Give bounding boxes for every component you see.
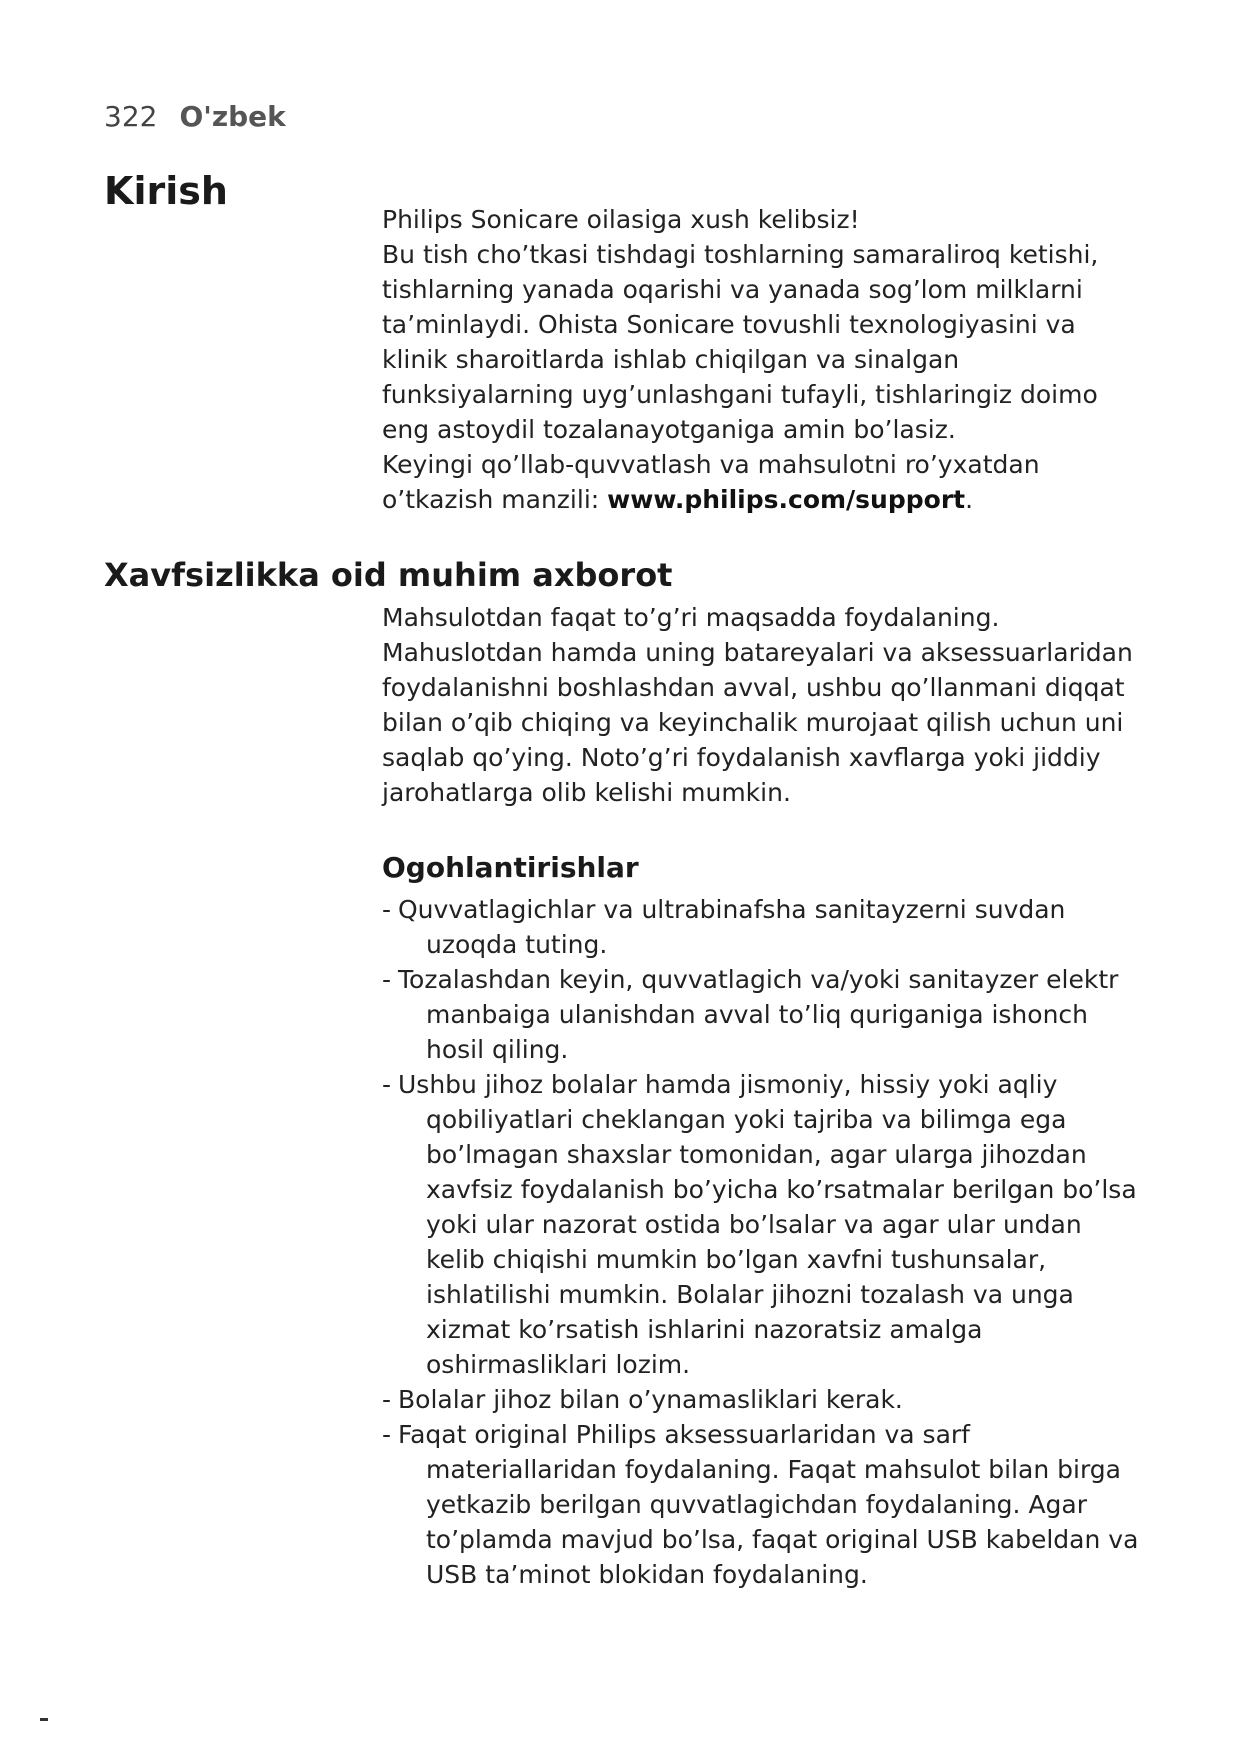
intro-body xyxy=(382,202,1142,517)
warning-text: Faqat original Philips aksessuarlaridan va sarf materiallaridan foydalaning. Faqat mahsulot bilan birga yetkazib berilgan quvvatlagichdan foydalaning. Agar to’plamda mavjud bo’lsa, faqat original USB kabeldan va USB ta’minot blokidan foydalaning. xyxy=(398,1420,1139,1589)
safety-heading: Xavfsizlikka oid muhim axborot xyxy=(104,556,673,594)
warning-text: Ushbu jihoz bolalar hamda jismoniy, hissiy yoki aqliy qobiliyatlari cheklangan yoki tajriba va bilimga ega bo’lmagan shaxslar tomonidan, agar ularga jihozdan xavfsiz foydalanish bo’yicha ko’rsatmalar berilgan bo’lsa yoki ular nazorat ostida bo’lsalar va agar ular undan kelib chiqishi mumkin bo’lgan xavfni tushunsalar, ishlatilishi mumkin. Bolalar jihozni tozalash va unga xizmat ko’rsatish ishlarini nazoratsiz amalga oshirmasliklari lozim. xyxy=(398,1070,1137,1379)
support-link[interactable]: www.philips.com/support xyxy=(607,485,966,514)
list-item: - Quvvatlagichlar va ultrabinafsha sanitayzerni suvdan uzoqda tuting. xyxy=(382,895,1066,959)
warning-text: Bolalar jihoz bilan o’ynamasliklari kerak. xyxy=(398,1385,903,1414)
list-item: - Bolalar jihoz bilan o’ynamasliklari kerak. xyxy=(382,1385,903,1414)
page-language: O'zbek xyxy=(179,100,286,133)
footer-mark xyxy=(40,1718,48,1721)
warnings-heading: Ogohlantirishlar xyxy=(382,851,639,884)
list-item: - Tozalashdan keyin, quvvatlagich va/yoki sanitayzer elektr manbaiga ulanishdan avval to’liq quriganiga ishonch hosil qiling. xyxy=(382,965,1119,1064)
safety-paragraph: Mahsulotdan faqat to’g’ri maqsadda foydalaning. Mahuslotdan hamda uning batareyalari va aksessuarlaridan foydalanishni boshlashdan avval, ushbu qo’llanmani diqqat bilan o’qib chiqing va keyinchalik murojaat qilish uchun uni saqlab qo’ying. Noto’g’ri foydalanish xavflarga yoki jiddiy jarohatlarga olib kelishi mumkin. xyxy=(382,603,1133,807)
support-text: Keyingi qo’llab-quvvatlash va mahsulotni ro’yxatdan o’tkazish manzili: xyxy=(382,450,1040,514)
page-number: 322 xyxy=(104,100,158,133)
safety-body xyxy=(382,600,1142,810)
intro-heading: Kirish xyxy=(104,169,228,213)
intro-paragraph-description: Bu tish cho’tkasi tishdagi toshlarning samaraliroq ketishi, tishlarning yanada oqarishi va yanada sog’lom milklarni ta’minlaydi. Ohista Sonicare tovushli texnologiyasini va klinik sharoitlarda ishlab chiqilgan va sinalgan funksiyalarning uyg’unlashgani tufayli, tishlaringiz doimo eng astoydil tozalanayotganiga amin bo’lasiz. xyxy=(382,240,1099,444)
intro-paragraph-support xyxy=(382,447,1142,517)
intro-paragraph-welcome: Philips Sonicare oilasiga xush kelibsiz! xyxy=(382,205,860,234)
warning-text: Quvvatlagichlar va ultrabinafsha sanitayzerni suvdan uzoqda tuting. xyxy=(398,895,1066,959)
warnings-list xyxy=(382,892,1142,1592)
list-item: - Ushbu jihoz bolalar hamda jismoniy, hissiy yoki aqliy qobiliyatlari cheklangan yoki tajriba va bilimga ega bo’lmagan shaxslar tomonidan, agar ularga jihozdan xavfsiz foydalanish bo’yicha ko’rsatmalar berilgan bo’lsa yoki ular nazorat ostida bo’lsalar va agar ular undan kelib chiqishi mumkin bo’lgan xavfni tushunsalar, ishlatilishi mumkin. Bolalar jihozni tozalash va unga xizmat ko’rsatish ishlarini nazoratsiz amalga oshirmasliklari lozim. xyxy=(382,1070,1137,1379)
page-header xyxy=(104,100,286,134)
list-item: - Faqat original Philips aksessuarlaridan va sarf materiallaridan foydalaning. Faqat mahsulot bilan birga yetkazib berilgan quvvatlagichdan foydalaning. Agar to’plamda mavjud bo’lsa, faqat original USB kabeldan va USB ta’minot blokidan foydalaning. xyxy=(382,1420,1139,1589)
warning-text: Tozalashdan keyin, quvvatlagich va/yoki sanitayzer elektr manbaiga ulanishdan avval to’liq quriganiga ishonch hosil qiling. xyxy=(398,965,1119,1064)
support-end: . xyxy=(965,485,974,514)
